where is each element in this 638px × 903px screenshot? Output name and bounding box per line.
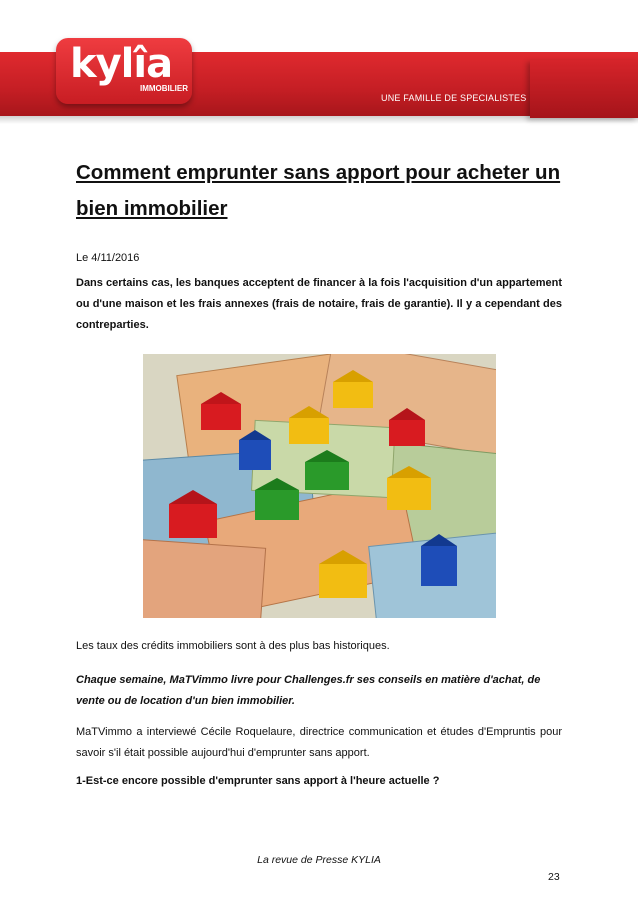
page-header [0, 0, 638, 130]
page-number: 23 [548, 871, 560, 883]
banknotes-houses-illustration [143, 354, 496, 618]
footer-publication: La revue de Presse KYLIA [257, 854, 381, 866]
logo-subtitle: IMMOBILIER [140, 84, 188, 93]
article-intro: Chaque semaine, MaTVimmo livre pour Challenges.fr ses conseils en matière d'achat, de vente ou de location d'un bien immobilier. [76, 674, 541, 707]
header-tab [530, 60, 638, 118]
article-body: MaTVimmo a interviewé Cécile Roquelaure, directrice communication et études d'Empruntis pour savoir s'il était possible aujourd'hui d'emprunter sans apport. [76, 726, 562, 759]
question-heading: 1-Est-ce encore possible d'emprunter sans apport à l'heure actuelle ? [76, 775, 440, 787]
photo-caption: Les taux des crédits immobiliers sont à des plus bas historiques. [76, 640, 390, 652]
kylia-logo [56, 38, 192, 104]
article-lead: Dans certains cas, les banques acceptent de financer à la fois l'acquisition d'un appartement ou d'une maison et les frais annexes (frais de notaire, frais de garantie). Il y a cependant des contreparties. [76, 277, 562, 331]
logo-wordmark: kylîa [70, 41, 173, 87]
article-photo [143, 354, 496, 618]
article-title: Comment emprunter sans apport pour acheter un bien immobilier [76, 161, 561, 220]
header-tagline: UNE FAMILLE DE SPECIALISTES [381, 93, 527, 103]
article-date: Le 4/11/2016 [76, 252, 140, 264]
